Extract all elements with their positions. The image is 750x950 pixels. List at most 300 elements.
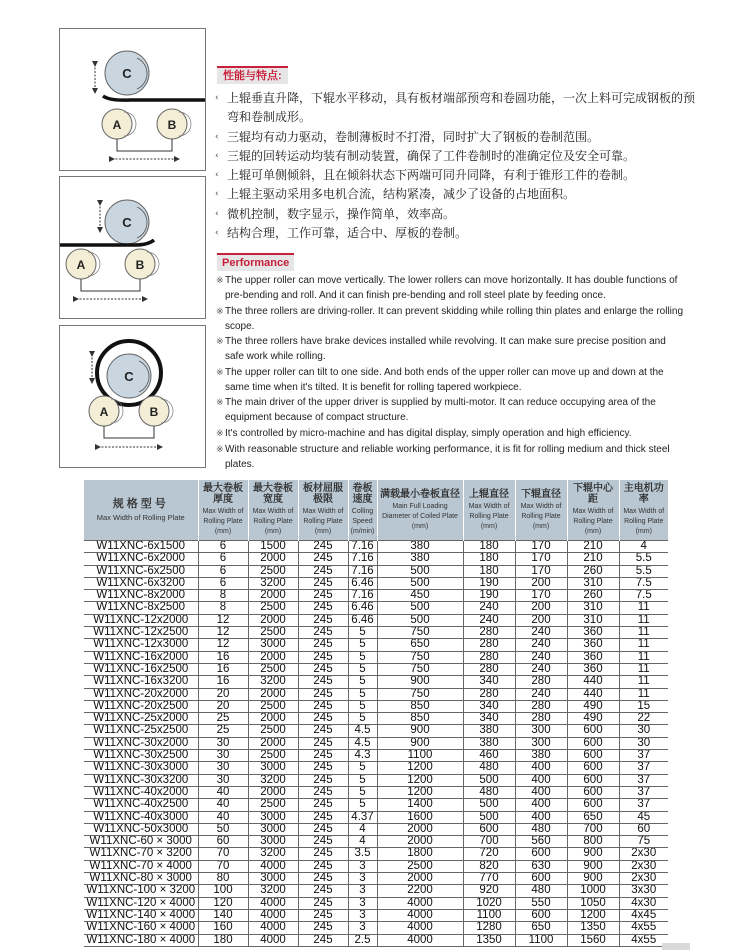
spec-cell: 260: [567, 565, 619, 577]
bullet-chevron-icon: ‹: [215, 170, 219, 181]
spec-cell: 440: [567, 688, 619, 700]
bullet-reference-mark-icon: ※: [216, 443, 224, 454]
spec-cell: 600: [567, 762, 619, 774]
spec-cell: 1350: [567, 922, 619, 934]
spec-cell: 7.5: [619, 590, 668, 602]
feature-en-item: [216, 334, 686, 364]
spec-cell: 180: [463, 553, 515, 565]
column-header: [619, 480, 668, 541]
model-cell: W11XNC-16x3200: [84, 676, 198, 688]
column-header-zh: 主电机功率: [623, 483, 664, 505]
spec-cell: 245: [298, 897, 348, 909]
spec-cell: 245: [298, 836, 348, 848]
spec-cell: 750: [377, 627, 463, 639]
spec-cell: 2500: [248, 602, 298, 614]
spec-cell: 360: [567, 639, 619, 651]
feature-en-text: The upper roller can tilt to one side. And both ends of the upper roller can move up and down at the same time when it's tilted. It is benefit for rolling tapered workpiece.: [225, 366, 664, 393]
spec-cell: 2000: [248, 651, 298, 663]
table-row: [84, 553, 668, 565]
spec-cell: 4.3: [348, 750, 377, 762]
spec-cell: 245: [298, 786, 348, 798]
feature-zh-item: [215, 205, 695, 224]
features-zh-list: [215, 89, 695, 243]
spec-cell: 1200: [377, 774, 463, 786]
spec-cell: 245: [298, 700, 348, 712]
upper-roller-label: C: [122, 66, 132, 81]
spec-cell: 7.5: [619, 577, 668, 589]
spec-cell: 500: [377, 565, 463, 577]
spec-cell: 280: [463, 627, 515, 639]
steel-plate: [103, 96, 205, 100]
spec-cell: 310: [567, 602, 619, 614]
spec-cell: 600: [567, 786, 619, 798]
spec-cell: 245: [298, 553, 348, 565]
table-row: [84, 873, 668, 885]
spec-cell: 600: [567, 774, 619, 786]
column-header-zh: 下辊直径: [521, 488, 561, 500]
spec-cell: 180: [463, 541, 515, 553]
spec-cell: 1400: [377, 799, 463, 811]
model-cell: W11XNC-12x3000: [84, 639, 198, 651]
model-cell: W11XNC-40x2500: [84, 799, 198, 811]
spec-cell: 245: [298, 602, 348, 614]
spec-cell: 4.37: [348, 811, 377, 823]
table-row: [84, 823, 668, 835]
spec-cell: 2500: [248, 627, 298, 639]
spec-cell: 400: [515, 799, 567, 811]
spec-cell: 37: [619, 799, 668, 811]
spec-cell: 1050: [567, 897, 619, 909]
spec-cell: 720: [463, 848, 515, 860]
spec-cell: 4x30: [619, 897, 668, 909]
spec-cell: 650: [567, 811, 619, 823]
lower-roller-a-label: A: [76, 258, 86, 272]
spec-cell: 380: [463, 725, 515, 737]
spec-cell: 3200: [248, 774, 298, 786]
spec-cell: 310: [567, 577, 619, 589]
model-cell: W11XNC-30x3000: [84, 762, 198, 774]
spec-cell: 5: [348, 639, 377, 651]
spec-cell: 1560: [567, 934, 619, 946]
bullet-reference-mark-icon: ※: [216, 427, 224, 438]
upper-roller-label: C: [122, 215, 132, 230]
spec-cell: 12: [198, 614, 248, 626]
column-header-zh: 卷板速度: [352, 483, 373, 505]
spec-cell: 2500: [248, 799, 298, 811]
column-header: [463, 480, 515, 541]
spec-cell: 2500: [248, 725, 298, 737]
spec-cell: 5: [348, 700, 377, 712]
lower-roller-b-label: B: [167, 118, 177, 132]
spec-cell: 37: [619, 774, 668, 786]
column-header-zh: 最大卷板厚度: [203, 483, 243, 505]
spec-cell: 360: [567, 627, 619, 639]
column-header-zh: 下辊中心距: [573, 483, 613, 505]
spec-cell: 1600: [377, 811, 463, 823]
spec-cell: 170: [515, 553, 567, 565]
spec-cell: 900: [377, 737, 463, 749]
spec-cell: 3: [348, 897, 377, 909]
spec-cell: 245: [298, 651, 348, 663]
spec-cell: 770: [463, 873, 515, 885]
column-header-en: Max Width of Rolling Plate (mm): [302, 508, 344, 535]
spec-cell: 7.16: [348, 541, 377, 553]
spec-cell: 8: [198, 602, 248, 614]
feature-zh-item: [215, 89, 695, 128]
spec-cell: 630: [515, 860, 567, 872]
spec-cell: 140: [198, 909, 248, 921]
spec-cell: 240: [463, 614, 515, 626]
spec-cell: 240: [515, 663, 567, 675]
spec-table-header-row: [84, 480, 668, 541]
spec-cell: 500: [377, 614, 463, 626]
spec-cell: 50: [198, 823, 248, 835]
spec-cell: 3x30: [619, 885, 668, 897]
spec-cell: 240: [515, 639, 567, 651]
spec-cell: 170: [515, 541, 567, 553]
table-row: [84, 836, 668, 848]
roller-diagram-prebend-left: [59, 28, 206, 171]
table-row: [84, 786, 668, 798]
table-row: [84, 774, 668, 786]
spec-cell: 2500: [248, 750, 298, 762]
spec-cell: 1020: [463, 897, 515, 909]
spec-cell: 2000: [248, 786, 298, 798]
spec-cell: 1350: [463, 934, 515, 946]
feature-en-text: The main driver of the upper driver is supplied by multi-motor. It can reduce occupying area of the equipment because of compact structure.: [225, 397, 656, 424]
spec-cell: 245: [298, 725, 348, 737]
column-header: [248, 480, 298, 541]
model-cell: W11XNC-6x3200: [84, 577, 198, 589]
features-zh-heading: 性能与特点:: [217, 66, 288, 84]
column-header: [84, 480, 198, 541]
spec-cell: 900: [567, 848, 619, 860]
spec-cell: 3000: [248, 762, 298, 774]
spec-cell: 4.5: [348, 725, 377, 737]
feature-zh-text: 上辊可单侧倾斜，且在倾斜状态下两端可同升同降，有利于锥形工件的卷制。: [227, 168, 636, 183]
spec-cell: 380: [463, 737, 515, 749]
bullet-chevron-icon: ‹: [215, 189, 219, 200]
steel-plate: [60, 240, 154, 245]
table-row: [84, 885, 668, 897]
model-cell: W11XNC-140 × 4000: [84, 909, 198, 921]
table-row: [84, 614, 668, 626]
spec-cell: 1200: [567, 909, 619, 921]
spec-cell: 460: [463, 750, 515, 762]
spec-cell: 45: [619, 811, 668, 823]
spec-cell: 60: [198, 836, 248, 848]
spec-cell: 37: [619, 762, 668, 774]
spec-cell: 2000: [248, 614, 298, 626]
spec-cell: 6.46: [348, 602, 377, 614]
table-row: [84, 700, 668, 712]
spec-cell: 4000: [248, 934, 298, 946]
table-row: [84, 922, 668, 934]
spec-cell: 400: [515, 774, 567, 786]
spec-cell: 440: [567, 676, 619, 688]
spec-cell: 310: [567, 614, 619, 626]
spec-cell: 30: [198, 774, 248, 786]
spec-cell: 245: [298, 577, 348, 589]
column-header: [515, 480, 567, 541]
spec-cell: 245: [298, 934, 348, 946]
spec-cell: 11: [619, 627, 668, 639]
feature-en-text: It's controlled by micro-machine and has digital display, simply operation and high efficiency.: [225, 427, 632, 439]
model-cell: W11XNC-6x2000: [84, 553, 198, 565]
spec-cell: 245: [298, 848, 348, 860]
spec-cell: 2200: [377, 885, 463, 897]
table-row: [84, 750, 668, 762]
spec-cell: 8: [198, 590, 248, 602]
spec-cell: 500: [463, 799, 515, 811]
lower-roller-b-label: B: [135, 258, 145, 272]
spec-cell: 340: [463, 700, 515, 712]
spec-cell: 5: [348, 663, 377, 675]
column-header-en: Max Width of Rolling Plate (mm): [252, 508, 294, 535]
spec-cell: 1200: [377, 786, 463, 798]
spec-cell: 500: [377, 602, 463, 614]
spec-cell: 4x55: [619, 922, 668, 934]
spec-cell: 3200: [248, 848, 298, 860]
spec-cell: 2500: [248, 700, 298, 712]
feature-zh-text: 三辊均有动力驱动，卷制薄板时不打滑，同时扩大了钢板的卷制范围。: [227, 129, 600, 144]
spec-cell: 2000: [248, 590, 298, 602]
spec-cell: 380: [377, 553, 463, 565]
spec-cell: 650: [377, 639, 463, 651]
spec-cell: 4000: [377, 897, 463, 909]
spec-cell: 100: [198, 885, 248, 897]
spec-cell: 16: [198, 651, 248, 663]
column-header-en: Max Width of Rolling Plate (mm): [623, 508, 665, 535]
table-row: [84, 897, 668, 909]
spec-cell: 240: [515, 688, 567, 700]
spec-cell: 5: [348, 676, 377, 688]
spec-cell: 900: [377, 676, 463, 688]
bullet-reference-mark-icon: ※: [216, 305, 224, 316]
table-row: [84, 663, 668, 675]
spec-cell: 400: [515, 786, 567, 798]
spec-cell: 480: [463, 786, 515, 798]
spec-cell: 245: [298, 811, 348, 823]
spec-cell: 245: [298, 799, 348, 811]
spec-cell: 280: [515, 713, 567, 725]
spec-cell: 3: [348, 885, 377, 897]
feature-zh-text: 上辊主驱动采用多电机合流，结构紧凑，减少了设备的占地面积。: [227, 187, 576, 202]
spec-cell: 650: [515, 922, 567, 934]
spec-cell: 120: [198, 897, 248, 909]
spec-cell: 550: [515, 897, 567, 909]
feature-zh-text: 结构合理，工作可靠，适合中、厚板的卷制。: [227, 226, 468, 241]
spec-cell: 850: [377, 700, 463, 712]
bullet-reference-mark-icon: ※: [216, 336, 224, 347]
spec-cell: 190: [463, 577, 515, 589]
spec-cell: 700: [463, 836, 515, 848]
model-cell: W11XNC-70 × 4000: [84, 860, 198, 872]
spec-cell: 380: [515, 750, 567, 762]
spec-cell: 1800: [377, 848, 463, 860]
column-header: [298, 480, 348, 541]
spec-cell: 900: [567, 873, 619, 885]
spec-cell: 3200: [248, 577, 298, 589]
table-row: [84, 590, 668, 602]
spec-cell: 180: [198, 934, 248, 946]
lower-roller-a-label: A: [112, 118, 122, 132]
column-header-zh: 最大卷板宽度: [253, 483, 293, 505]
spec-cell: 700: [567, 823, 619, 835]
spec-cell: 3: [348, 873, 377, 885]
spec-cell: 4000: [248, 922, 298, 934]
feature-en-item: [216, 426, 686, 441]
spec-cell: 600: [567, 737, 619, 749]
spec-cell: 75: [619, 836, 668, 848]
spec-cell: 170: [515, 590, 567, 602]
column-header-zh: 板材屈服极限: [303, 483, 343, 505]
column-header-en: Max Width of Rolling Plate (mm): [572, 508, 614, 535]
table-row: [84, 676, 668, 688]
spec-cell: 5: [348, 688, 377, 700]
feature-zh-item: [215, 185, 695, 204]
spec-cell: 11: [619, 602, 668, 614]
spec-cell: 2500: [248, 565, 298, 577]
feature-en-text: The three rollers are driving-roller. It can prevent skidding while rolling thin plates and enlarge the rolling scope.: [225, 305, 684, 332]
table-row: [84, 651, 668, 663]
spec-cell: 245: [298, 762, 348, 774]
bullet-reference-mark-icon: ※: [216, 366, 224, 377]
model-cell: W11XNC-80 × 3000: [84, 873, 198, 885]
bullet-reference-mark-icon: ※: [216, 397, 224, 408]
model-cell: W11XNC-8x2500: [84, 602, 198, 614]
model-cell: W11XNC-70 × 3200: [84, 848, 198, 860]
spec-cell: 245: [298, 676, 348, 688]
upper-roller-label: C: [124, 369, 134, 384]
spec-cell: 1500: [248, 541, 298, 553]
spec-cell: 245: [298, 713, 348, 725]
spec-cell: 210: [567, 553, 619, 565]
table-row: [84, 627, 668, 639]
spec-cell: 6: [198, 541, 248, 553]
table-row: [84, 909, 668, 921]
spec-cell: 600: [515, 848, 567, 860]
feature-zh-item: [215, 147, 695, 166]
spec-cell: 245: [298, 627, 348, 639]
spec-cell: 245: [298, 541, 348, 553]
spec-cell: 450: [377, 590, 463, 602]
spec-cell: 2000: [377, 873, 463, 885]
model-cell: W11XNC-20x2000: [84, 688, 198, 700]
spec-cell: 6.46: [348, 614, 377, 626]
spec-table: [84, 480, 668, 947]
spec-cell: 2x30: [619, 873, 668, 885]
spec-cell: 5: [348, 627, 377, 639]
model-cell: W11XNC-120 × 4000: [84, 897, 198, 909]
spec-cell: 340: [463, 713, 515, 725]
spec-cell: 280: [463, 688, 515, 700]
column-header-en: Max Width of Rolling Plate (mm): [468, 502, 510, 530]
spec-cell: 240: [463, 602, 515, 614]
column-header-zh: 上辊直径: [469, 488, 509, 500]
column-header: [198, 480, 248, 541]
spec-cell: 850: [377, 713, 463, 725]
spec-cell: 200: [515, 602, 567, 614]
spec-cell: 2500: [248, 663, 298, 675]
spec-cell: 2000: [248, 553, 298, 565]
table-row: [84, 848, 668, 860]
column-header-en: Max Width of Rolling Plate: [96, 512, 185, 522]
spec-cell: 360: [567, 663, 619, 675]
spec-cell: 2000: [377, 836, 463, 848]
spec-cell: 300: [515, 725, 567, 737]
spec-cell: 5: [348, 713, 377, 725]
column-header-en: Colling Speed (m/min): [350, 508, 375, 535]
spec-cell: 7.16: [348, 553, 377, 565]
feature-en-item: [216, 365, 686, 395]
table-row: [84, 688, 668, 700]
model-cell: W11XNC-12x2500: [84, 627, 198, 639]
table-row: [84, 541, 668, 553]
table-row: [84, 811, 668, 823]
spec-cell: 3: [348, 922, 377, 934]
spec-cell: 245: [298, 922, 348, 934]
page-corner-tab: [662, 943, 690, 950]
model-cell: W11XNC-180 × 4000: [84, 934, 198, 946]
spec-cell: 245: [298, 860, 348, 872]
spec-cell: 245: [298, 774, 348, 786]
column-header-zh: 规格型号: [112, 496, 169, 510]
spec-cell: 15: [619, 700, 668, 712]
model-cell: W11XNC-16x2500: [84, 663, 198, 675]
spec-cell: 5: [348, 786, 377, 798]
spec-cell: 480: [515, 885, 567, 897]
spec-cell: 6: [198, 565, 248, 577]
model-cell: W11XNC-20x2500: [84, 700, 198, 712]
spec-cell: 30: [198, 750, 248, 762]
model-cell: W11XNC-50x3000: [84, 823, 198, 835]
spec-cell: 240: [515, 627, 567, 639]
feature-en-text: With reasonable structure and reliable working performance, it is fit for rolling medium and thick steel plates.: [225, 443, 670, 470]
model-cell: W11XNC-6x1500: [84, 541, 198, 553]
spec-cell: 1100: [377, 750, 463, 762]
spec-cell: 3000: [248, 639, 298, 651]
spec-cell: 30: [198, 737, 248, 749]
feature-zh-item: [215, 128, 695, 147]
spec-cell: 5.5: [619, 553, 668, 565]
model-cell: W11XNC-30x2000: [84, 737, 198, 749]
spec-cell: 200: [515, 577, 567, 589]
spec-cell: 4x45: [619, 909, 668, 921]
spec-cell: 22: [619, 713, 668, 725]
bullet-chevron-icon: ‹: [215, 228, 219, 239]
table-row: [84, 799, 668, 811]
spec-cell: 2000: [248, 688, 298, 700]
feature-en-text: The three rollers have brake devices installed while revolving. It can make sure precise position and safe work while rolling.: [225, 336, 666, 363]
spec-cell: 245: [298, 639, 348, 651]
column-header-en: Max Width of Rolling Plate (mm): [520, 502, 562, 530]
model-cell: W11XNC-25x2000: [84, 713, 198, 725]
spec-cell: 20: [198, 688, 248, 700]
feature-zh-item: [215, 166, 695, 185]
model-cell: W11XNC-60 × 3000: [84, 836, 198, 848]
feature-en-item: [216, 442, 686, 472]
column-header-zh: 满载最小卷板直径: [380, 488, 460, 500]
spec-cell: 3000: [248, 823, 298, 835]
spec-cell: 2000: [377, 823, 463, 835]
spec-cell: 245: [298, 873, 348, 885]
model-cell: W11XNC-40x3000: [84, 811, 198, 823]
spec-cell: 400: [515, 811, 567, 823]
spec-cell: 380: [377, 541, 463, 553]
spec-cell: 3: [348, 909, 377, 921]
spec-cell: 7.16: [348, 590, 377, 602]
